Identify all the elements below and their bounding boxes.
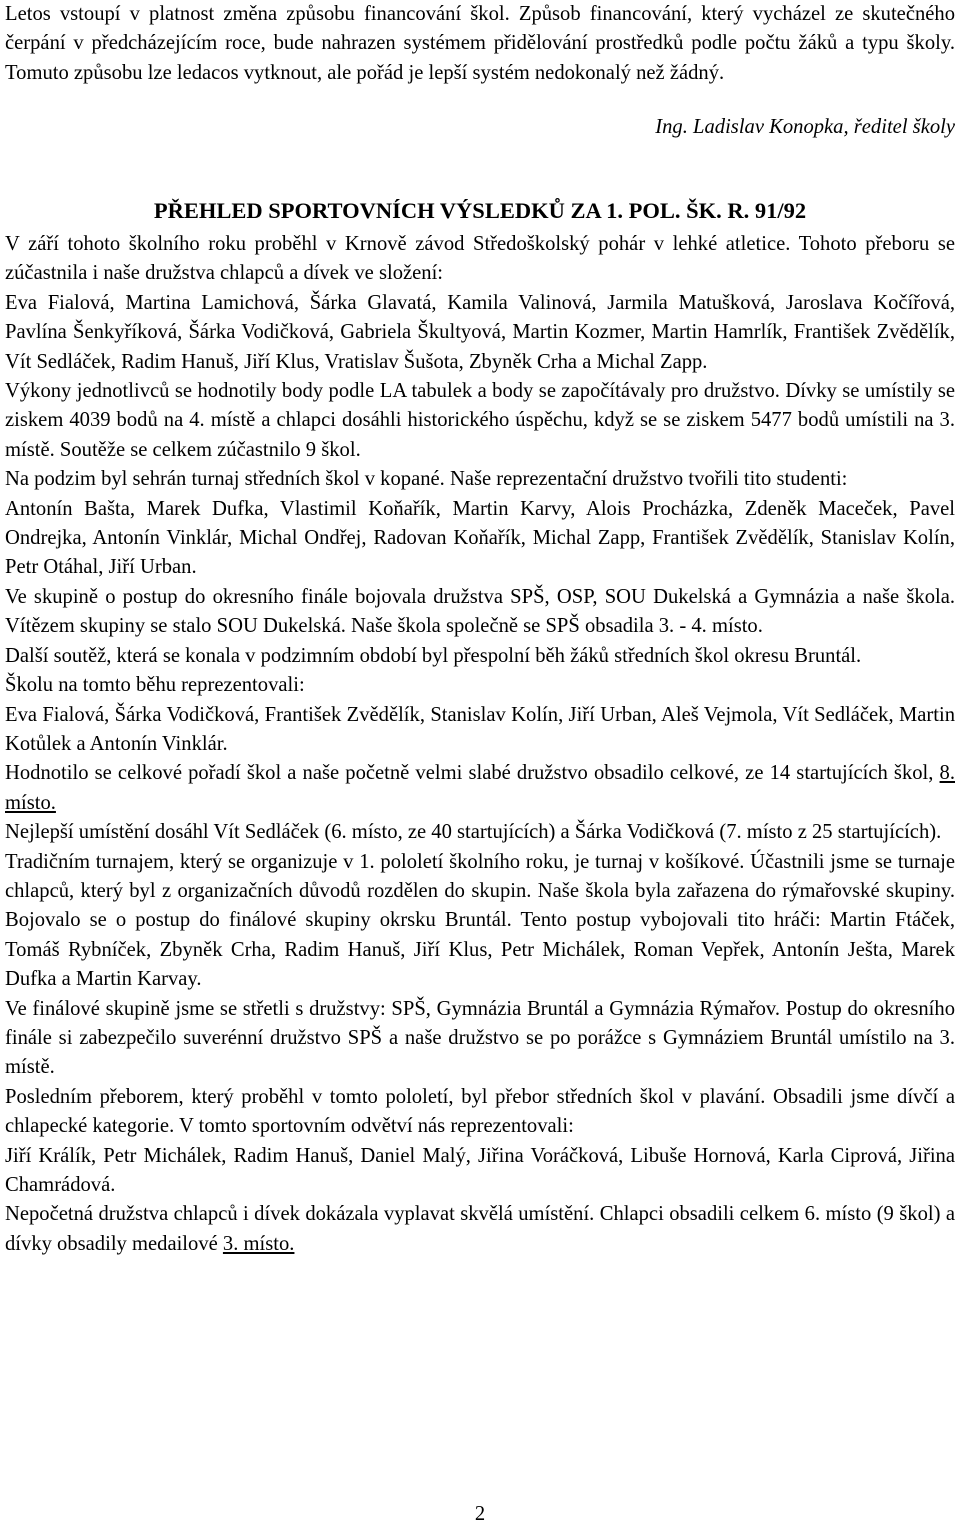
paragraph-athletics-intro: V září tohoto školního roku proběhl v Krnově závod Středoškolský pohár v lehké atletice. Tohoto přeboru se zúčastnila i naše družstva chlapců a dívek ve složení: (5, 233, 955, 285)
paragraph-athletics-results: Výkony jednotlivců se hodnotily body podle LA tabulek a body se započítávaly pro družstvo. Dívky se umístily se ziskem 4039 bodů na 4. místě a chlapci dosáhli historického úspěchu, když se se ziskem 5477 bodů umístili na 3. místě. Soutěže se celkem zúčastnilo 9 škol. (5, 380, 955, 461)
overall-place: 8. místo. (5, 762, 955, 814)
paragraph-football-intro: Na podzim byl sehrán turnaj středních škol v kopané. Naše reprezentační družstvo tvořili tito studenti: (5, 468, 848, 491)
paragraph-swimming-intro: Posledním přeborem, který proběhl v tomto pololetí, byl přebor středních škol v plavání. Obsadili jsme dívčí a chlapecké kategorie. V tomto sportovním odvětví nás reprezentovali: (5, 1085, 955, 1138)
paragraph-crosscountry-team: Eva Fialová, Šárka Vodičková, František Zvědělík, Stanislav Kolín, Jiří Urban, Aleš Vejmola, Vít Sedláček, Martin Kotůlek a Antonín Vinklár. (5, 703, 955, 755)
section-heading: PŘEHLED SPORTOVNÍCH VÝSLEDKŮ ZA 1. POL. ŠK. R. 91/92 (153, 198, 807, 223)
paragraph-swimming-team: Jiří Králík, Petr Michálek, Radim Hanuš, Daniel Malý, Jiřina Voráčková, Libuše Hornová, Karla Ciprová, Jiřina Chamrádová. (5, 1144, 955, 1196)
paragraph-football-results: Ve skupině o postup do okresního finále bojovala družstva SPŠ, OSP, SOU Dukelská a Gymnázia a naše škola. Vítězem skupiny se stalo SOU Dukelská. Naše škola společně se SPŠ obsadila 3. - 4. místo. (5, 585, 955, 638)
paragraph-athletics-team: Eva Fialová, Martina Lamichová, Šárka Glavatá, Kamila Valinová, Jarmila Matušková, Jaroslava Kočířová, Pavlína Šenkyříková, Šárka Vodičková, Gabriela Škultyová, Martin Kozmer, Martin Hamrlík, František Zvědělík, Vít Sedláček, Radim Hanuš, Jiří Klus, Vratislav Šušota, Zbyněk Crha a Michal Zapp. (5, 291, 955, 373)
paragraph-crosscountry-intro: Další soutěž, která se konala v podzimním období byl přespolní běh žáků středních škol okresu Bruntál. (5, 644, 862, 667)
paragraph-crosscountry-overall (5, 759, 955, 818)
paragraph-basketball-final: Ve finálové skupině jsme se střetli s družstvy: SPŠ, Gymnázia Bruntál a Gymnázia Rýmařov. Postup do okresního finále si zabezpečilo suverénní družstvo SPŠ a naše družstvo se po porážce s Gymnáziem Bruntál umístilo na 3. místě. (5, 997, 955, 1079)
signature: Ing. Ladislav Konopka, ředitel školy (655, 116, 955, 138)
paragraph-basketball: Tradičním turnajem, který se organizuje v 1. pololetí školního roku, je turnaj v košíkové. Účastnili jsme se turnaje chlapců, který byl z organizačních důvodů rozdělen do skupin. Naše škola byla zařazena do rýmařovské skupiny. Bojovalo se o postup do finálové skupiny okrsku Bruntál. Tento postup vybojovali tito hráči: Martin Ftáček, Tomáš Rybníček, Zbyněk Crha, Radim Hanuš, Jiří Klus, Petr Michálek, Roman Vepřek, Antonín Ješta, Marek Dufka a Martin Karvay. (5, 850, 955, 991)
paragraph-crosscountry-label: Školu na tomto běhu reprezentovali: (5, 674, 305, 697)
final-text: Nepočetná družstva chlapců i dívek dokázala vyplavat skvělá umístění. Chlapci obsadili celkem 6. místo (9 škol) a dívky obsadily medailové (5, 1203, 955, 1255)
paragraph-swimming-results (5, 1200, 955, 1259)
paragraph-football-team: Antonín Bašta, Marek Dufka, Vlastimil Koňařík, Martin Karvy, Alois Procházka, Zdeněk Maceček, Pavel Ondrejka, Antonín Vinklár, Michal Ondřej, Radovan Koňařík, Michal Zapp, František Zvědělík, Stanislav Kolín, Petr Otáhal, Jiří Urban. (5, 497, 955, 579)
report-body (5, 230, 955, 1259)
overall-text: Hodnotilo se celkové pořadí škol a naše početně velmi slabé družstvo obsadilo celkové, ze 14 startujících škol, (5, 762, 934, 785)
page-number: 2 (474, 1503, 486, 1525)
paragraph-crosscountry-best: Nejlepší umístění dosáhl Vít Sedláček (6. místo, ze 40 startujících) a Šárka Vodičková (7. místo z 25 startujících). (5, 821, 942, 844)
intro-paragraph: Letos vstoupí v platnost změna způsobu financování škol. Způsob financování, který vycházel ze skutečného čerpání v předcházejícím roce, bude nahrazen systémem přidělování prostředků podle počtu žáků a typu školy. Tomuto způsobu lze ledacos vytknout, ale pořád je lepší systém nedokonalý než žádný. (5, 3, 955, 84)
final-place: 3. místo. (222, 1232, 295, 1255)
